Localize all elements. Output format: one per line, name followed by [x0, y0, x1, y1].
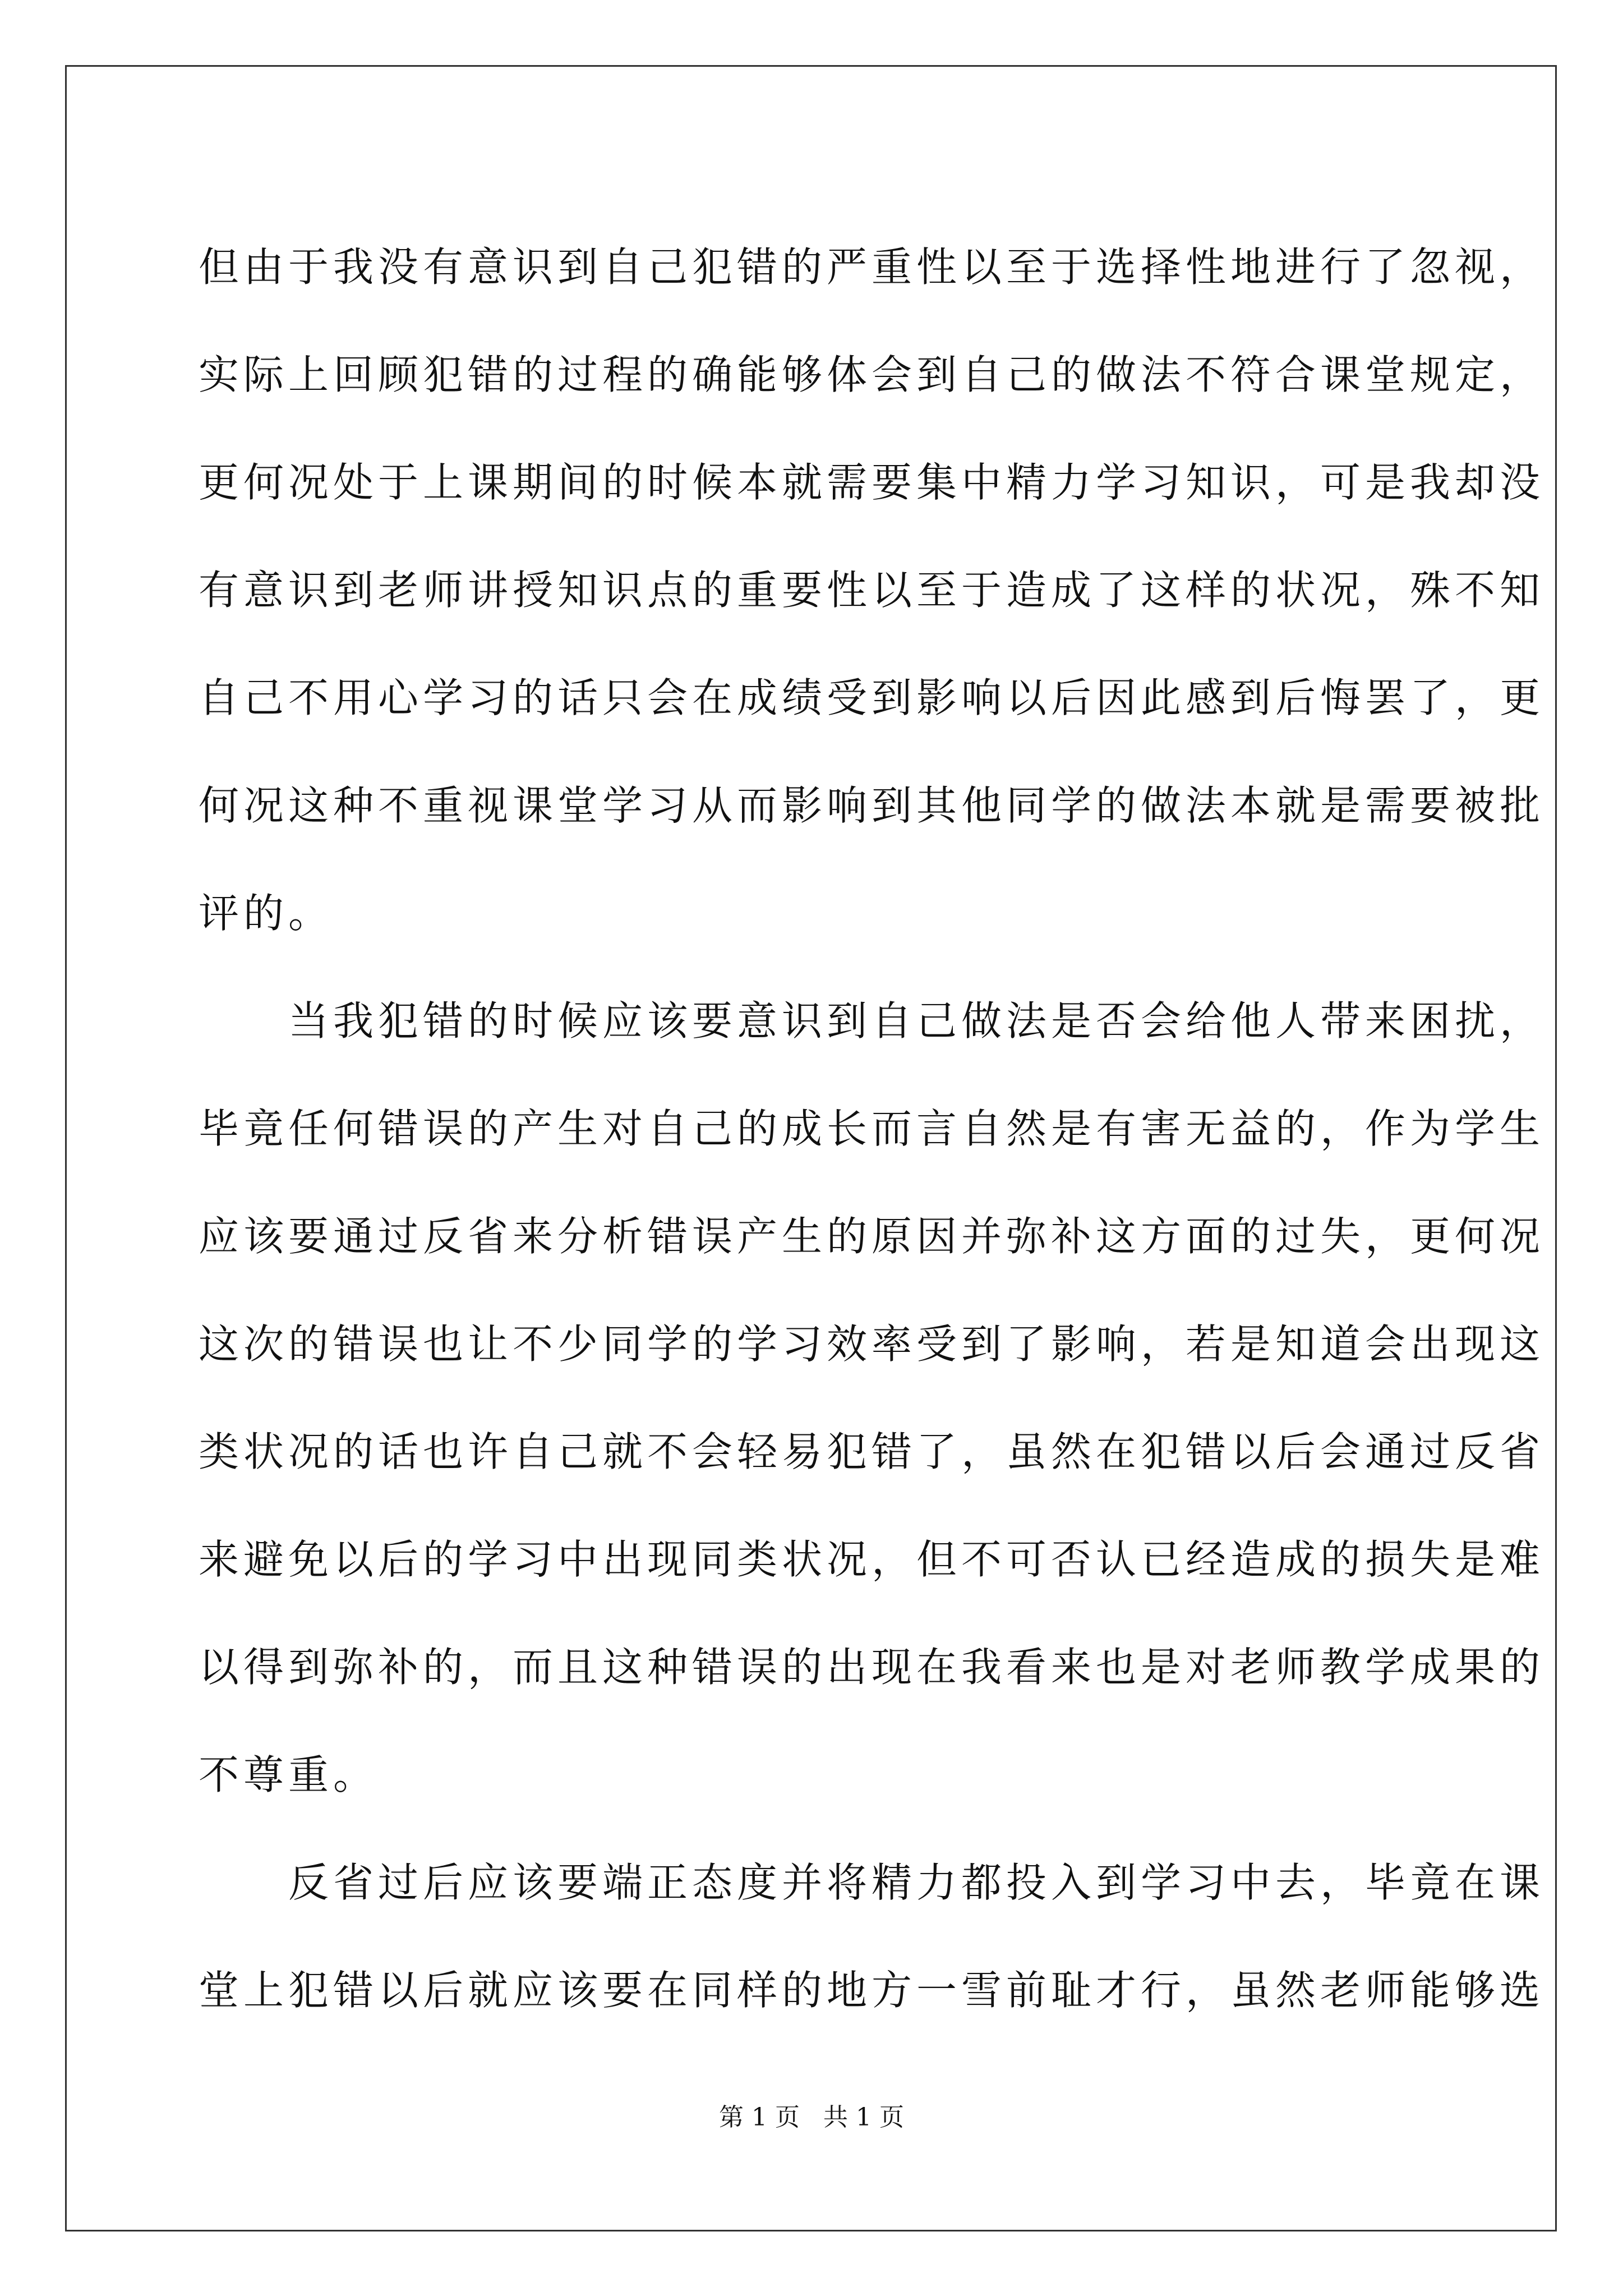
page-number: 第 1 页 共 1 页: [719, 2103, 904, 2132]
text-line: 以得到弥补的，而且这种错误的出现在我看来也是对老师教学成果的: [199, 1644, 1545, 1691]
text-line: 这次的错误也让不少同学的学习效率受到了影响，若是知道会出现这: [199, 1320, 1545, 1368]
text-line: 类状况的话也许自己就不会轻易犯错了，虽然在犯错以后会通过反省: [199, 1428, 1545, 1475]
text-line: 反省过后应该要端正态度并将精力都投入到学习中去，毕竟在课: [199, 1859, 1545, 1906]
text-line: 毕竟任何错误的产生对自己的成长而言自然是有害无益的，作为学生: [199, 1105, 1545, 1152]
text-line: 自己不用心学习的话只会在成绩受到影响以后因此感到后悔罢了，更: [199, 674, 1545, 721]
text-line: 不尊重。: [199, 1751, 379, 1798]
text-line: 来避免以后的学习中出现同类状况，但不可否认已经造成的损失是难: [199, 1536, 1545, 1583]
page-footer: [0, 2101, 1623, 2134]
text-line: 当我犯错的时候应该要意识到自己做法是否会给他人带来困扰，: [199, 997, 1545, 1045]
text-line: 评的。: [199, 890, 334, 937]
text-line: 但由于我没有意识到自己犯错的严重性以至于选择性地进行了忽视，: [199, 243, 1545, 291]
text-line: 何况这种不重视课堂学习从而影响到其他同学的做法本就是需要被批: [199, 782, 1545, 829]
text-line: 应该要通过反省来分析错误产生的原因并弥补这方面的过失，更何况: [199, 1213, 1545, 1260]
text-line: 实际上回顾犯错的过程的确能够体会到自己的做法不符合课堂规定，: [199, 351, 1545, 398]
text-line: 堂上犯错以后就应该要在同样的地方一雪前耻才行，虽然老师能够选: [199, 1967, 1545, 2014]
text-line: 更何况处于上课期间的时候本就需要集中精力学习知识，可是我却没: [199, 459, 1545, 506]
document-body: [199, 213, 1545, 2044]
text-line: 有意识到老师讲授知识点的重要性以至于造成了这样的状况，殊不知: [199, 567, 1545, 614]
